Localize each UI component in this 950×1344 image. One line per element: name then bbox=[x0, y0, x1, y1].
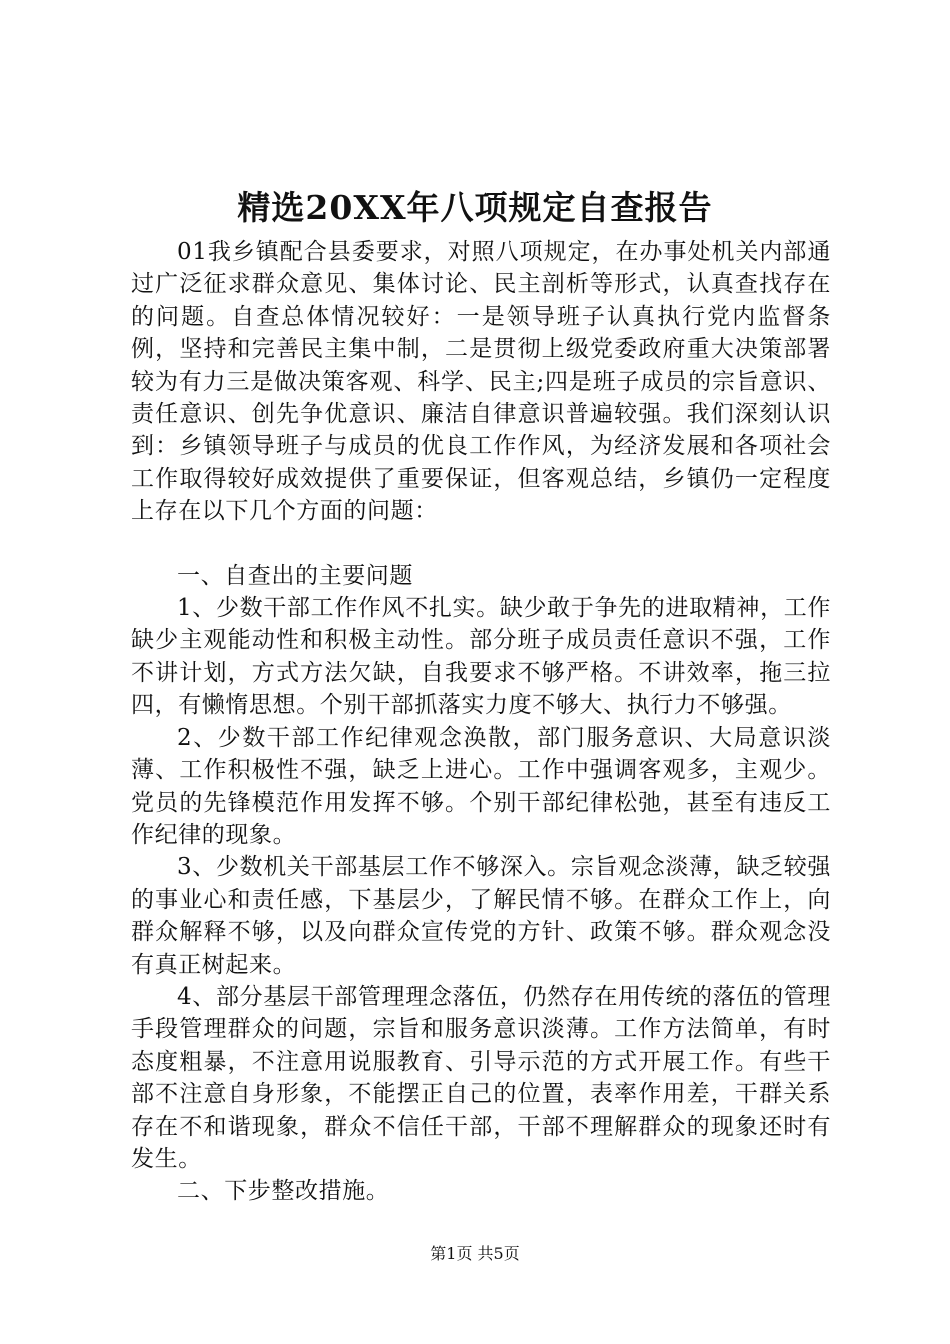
section-heading-measures: 二、下步整改措施。 bbox=[177, 1178, 390, 1205]
document-title: 精选20XX年八项规定自查报告 bbox=[237, 188, 713, 227]
document-body bbox=[131, 236, 831, 1208]
paragraph-problem-4: 4、部分基层干部管理理念落伍，仍然存在用传统的落伍的管理手段管理群众的问题，宗旨和服务意识淡薄。工作方法简单，有时态度粗暴，不注意用说服教育、引导示范的方式开展工作。有些干部不注意自身形象，不能摆正自己的位置，表率作用差，干群关系存在不和谐现象，群众不信任干部，干部不理解群众的现象还时有发生。 bbox=[131, 983, 831, 1172]
page-footer: 第1页 共5页 bbox=[430, 1244, 520, 1263]
paragraph-problem-3: 3、少数机关干部基层工作不够深入。宗旨观念淡薄，缺乏较强的事业心和责任感，下基层少，了解民情不够。在群众工作上，向群众解释不够，以及向群众宣传党的方针、政策不够。群众观念没有真正树起来。 bbox=[131, 854, 831, 978]
paragraph-problem-2: 2、少数干部工作纪律观念涣散，部门服务意识、大局意识淡薄、工作积极性不强，缺乏上进心。工作中强调客观多，主观少。党员的先锋模范作用发挥不够。个别干部纪律松弛，甚至有违反工作纪律的现象。 bbox=[131, 724, 831, 848]
paragraph-intro: 01我乡镇配合县委要求，对照八项规定，在办事处机关内部通过广泛征求群众意见、集体讨论、民主剖析等形式，认真查找存在的问题。自查总体情况较好：一是领导班子认真执行党内监督条例，坚持和完善民主集中制，二是贯彻上级党委政府重大决策部署较为有力三是做决策客观、科学、民主;四是班子成员的宗旨意识、责任意识、创先争优意识、廉洁自律意识普遍较强。我们深刻认识到：乡镇领导班子与成员的优良工作作风，为经济发展和各项社会工作取得较好成效提供了重要保证，但客观总结，乡镇仍一定程度上存在以下几个方面的问题： bbox=[131, 239, 831, 525]
paragraph-problem-1: 1、少数干部工作作风不扎实。缺少敢于争先的进取精神，工作缺少主观能动性和积极主动性。部分班子成员责任意识不强，工作不讲计划，方式方法欠缺，自我要求不够严格。不讲效率，拖三拉四，有懒惰思想。个别干部抓落实力度不够大、执行力不够强。 bbox=[131, 595, 831, 719]
section-heading-problems: 一、自查出的主要问题 bbox=[177, 562, 413, 589]
